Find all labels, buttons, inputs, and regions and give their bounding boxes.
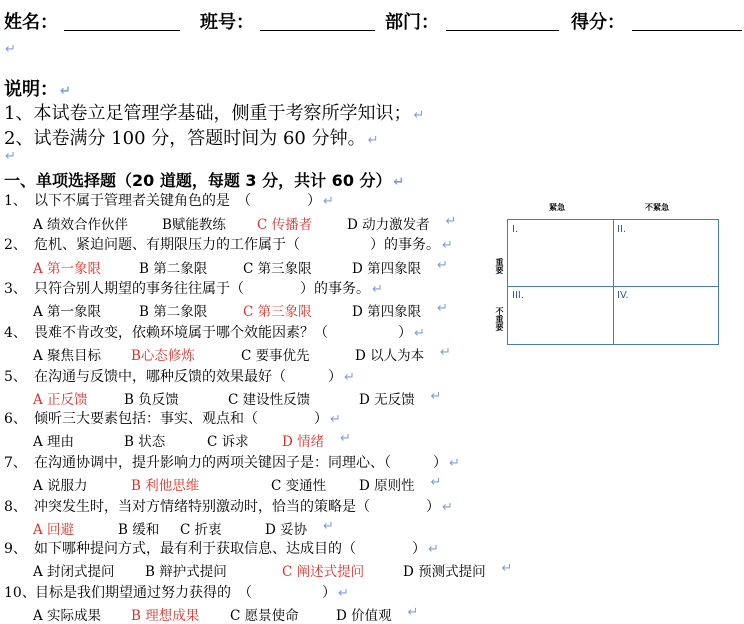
question-stem (4, 452, 460, 472)
section-title: 一、单项选择题（20 道题，每题 3 分，共计 60 分） ↵ (4, 171, 405, 190)
question-stem (4, 366, 355, 386)
instruction-item: 1、本试卷立足管理学基础，侧重于考察所学知识； ↵ (4, 103, 425, 124)
return-mark-icon: ↵ (442, 500, 453, 515)
return-mark-icon: ↵ (430, 389, 442, 404)
matrix-divider (508, 286, 718, 287)
question-number: 6、 (4, 411, 27, 427)
option-b[interactable]: B 负反馈 (124, 392, 179, 408)
option-a[interactable]: A 聚焦目标 (33, 348, 102, 364)
question-stem (4, 496, 453, 516)
return-mark-icon: ↵ (60, 84, 71, 99)
question-text: 倾听三大要素包括：事实、观点和（ ） (34, 411, 328, 427)
question-text: 目标是我们期望通过努力获得的 （ ） (35, 585, 336, 601)
return-mark-icon: ↵ (344, 370, 355, 385)
option-c[interactable]: C 愿景使命 (230, 608, 299, 624)
option-a[interactable]: A 绩效合作伙伴 (33, 217, 129, 233)
option-a[interactable]: A 理由 (33, 434, 75, 450)
return-mark-icon: ↵ (372, 282, 383, 297)
option-d[interactable]: D 妥协 (265, 522, 308, 538)
option-b[interactable]: B 利他思维 (131, 478, 200, 494)
matrix-cell-label: IV. (617, 290, 629, 301)
question-stem (4, 190, 334, 210)
question-text: 如下哪种提问方式，最有利于获取信息、达成目的（ ） (34, 541, 426, 557)
option-a[interactable]: A 第一象限 (33, 261, 102, 277)
matrix-row-header-important: 重要 (495, 258, 504, 274)
option-c[interactable]: C 第三象限 (243, 304, 312, 320)
question-number: 3、 (4, 281, 27, 297)
return-mark-icon: ↵ (5, 149, 16, 164)
class-label: 班号： (200, 12, 254, 33)
return-mark-icon: ↵ (323, 194, 334, 209)
return-mark-icon: ↵ (440, 345, 451, 360)
return-mark-icon: ↵ (413, 108, 425, 123)
option-c[interactable]: C 传播者 (257, 217, 313, 233)
question-number: 8、 (4, 499, 27, 515)
question-text: 畏难不肯改变，依赖环境属于哪个效能因素？（ ） (34, 325, 412, 341)
return-mark-icon: ↵ (501, 561, 513, 576)
name-field[interactable] (64, 30, 180, 31)
option-d[interactable]: D 预测式提问 (403, 564, 486, 580)
option-a[interactable]: A 实际成果 (33, 608, 102, 624)
question-number: 10、 (4, 585, 36, 601)
option-d[interactable]: D 第四象限 (352, 304, 422, 320)
class-field[interactable] (260, 30, 375, 31)
return-mark-icon: ↵ (338, 586, 349, 601)
option-a[interactable]: A 说服力 (33, 478, 88, 494)
score-field[interactable] (632, 30, 742, 31)
option-d[interactable]: D 原则性 (359, 478, 415, 494)
return-mark-icon: ↵ (393, 175, 405, 190)
option-a[interactable]: A 封闭式提问 (33, 564, 115, 580)
question-text: 在沟通与反馈中，哪种反馈的效果最好（ ） (34, 369, 342, 385)
matrix-row-header-not-important: 不重要 (495, 307, 504, 331)
return-mark-icon: ↵ (437, 301, 448, 316)
question-stem (4, 234, 453, 254)
return-mark-icon: ↵ (442, 238, 453, 253)
option-a[interactable]: A 正反馈 (33, 392, 88, 408)
question-number: 9、 (4, 541, 27, 557)
option-c[interactable]: C 变通性 (271, 478, 327, 494)
question-stem (4, 408, 341, 428)
option-b[interactable]: B 第二象限 (139, 304, 208, 320)
return-mark-icon: ↵ (340, 431, 351, 446)
instructions-title: 说明： ↵ (4, 79, 71, 100)
return-mark-icon: ↵ (323, 519, 334, 534)
option-c[interactable]: C 第三象限 (243, 261, 312, 277)
option-c[interactable]: C 折衷 (180, 522, 222, 538)
option-b[interactable]: B赋能教练 (162, 217, 226, 233)
option-a[interactable]: A 回避 (33, 522, 75, 538)
option-b[interactable]: B 缓和 (118, 522, 160, 538)
option-d[interactable]: D 以人为本 (355, 348, 425, 364)
question-text: 危机、紧迫问题、有期限压力的工作属于（ ）的事务。 (34, 237, 440, 253)
option-c[interactable]: C 阐述式提问 (282, 564, 365, 580)
option-d[interactable]: D 无反馈 (359, 392, 415, 408)
option-d[interactable]: D 第四象限 (352, 261, 422, 277)
option-b[interactable]: B 辩护式提问 (145, 564, 227, 580)
question-stem (4, 538, 439, 558)
score-label: 得分： (571, 12, 625, 33)
option-c[interactable]: C 诉求 (207, 434, 249, 450)
option-c[interactable]: C 建设性反馈 (228, 392, 311, 408)
question-text: 只符合别人期望的事务往往属于（ ）的事务。 (34, 281, 370, 297)
matrix-cell-label: I. (512, 224, 519, 235)
option-a[interactable]: A 第一象限 (33, 304, 102, 320)
instruction-item: 2、试卷满分 100 分，答题时间为 60 分钟。 ↵ (4, 128, 379, 149)
return-mark-icon: ↵ (430, 475, 442, 490)
return-mark-icon: ↵ (437, 258, 448, 273)
return-mark-icon: ↵ (330, 412, 341, 427)
question-number: 5、 (4, 369, 27, 385)
return-mark-icon: ↵ (428, 542, 439, 557)
return-mark-icon: ↵ (367, 133, 379, 148)
option-d[interactable]: D 动力激发者 (347, 217, 430, 233)
dept-field[interactable] (446, 30, 559, 31)
option-d[interactable]: D 情绪 (282, 434, 325, 450)
question-number: 7、 (4, 455, 27, 471)
return-mark-icon: ↵ (5, 42, 16, 57)
matrix-divider (613, 220, 614, 344)
return-mark-icon: ↵ (414, 326, 425, 341)
question-stem (4, 582, 349, 602)
matrix-cell-label: III. (512, 290, 525, 301)
question-number: 1、 (4, 193, 27, 209)
option-c[interactable]: C 要事优先 (241, 348, 310, 364)
question-stem (4, 322, 425, 342)
option-b[interactable]: B心态修炼 (131, 348, 195, 364)
name-label: 姓名： (4, 12, 58, 33)
matrix-col-header-not-urgent: 不紧急 (645, 203, 669, 212)
question-number: 4、 (4, 325, 27, 341)
option-b[interactable]: B 第二象限 (139, 261, 208, 277)
dept-label: 部门： (385, 12, 439, 33)
question-number: 2、 (4, 237, 27, 253)
option-d[interactable]: D 价值观 (336, 608, 392, 624)
question-text: 以下不属于管理者关键角色的是 （ ） (34, 193, 321, 209)
option-b[interactable]: B 状态 (124, 434, 166, 450)
return-mark-icon: ↵ (407, 605, 419, 620)
return-mark-icon: ↵ (445, 214, 457, 229)
matrix-col-header-urgent: 紧急 (549, 203, 565, 212)
question-stem (4, 278, 383, 298)
option-b[interactable]: B 理想成果 (131, 608, 200, 624)
return-mark-icon: ↵ (449, 456, 460, 471)
question-text: 冲突发生时，当对方情绪特别激动时，恰当的策略是（ ） (34, 499, 440, 515)
eisenhower-matrix (507, 219, 719, 345)
matrix-cell-label: II. (617, 224, 627, 235)
question-text: 在沟通协调中，提升影响力的两项关键因子是：同理心、（ ） (34, 455, 447, 471)
